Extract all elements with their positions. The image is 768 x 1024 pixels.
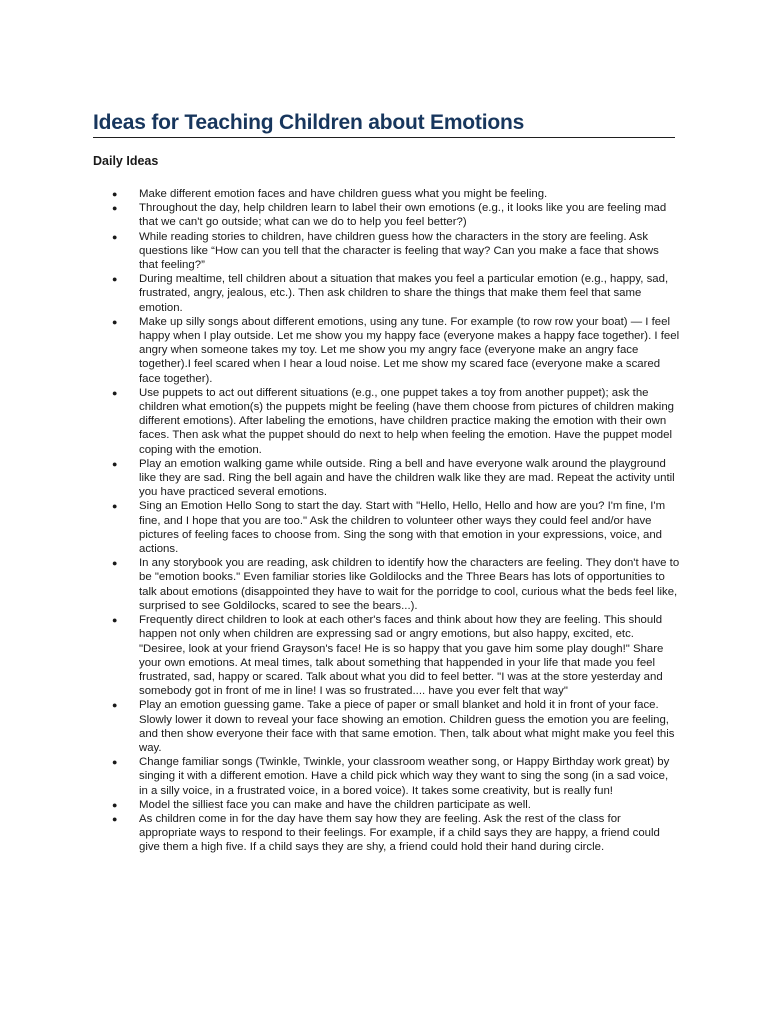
- list-item-text: In any storybook you are reading, ask children to identify how the characters are feeling. They don't have to be "emotion books." Even familiar stories like Goldilocks and the Three Bears has lots of opportunities to talk about emotions (disappointed they have to wait for the porridge to cool, curious what the beds feel like, surprised to see Goldilocks, scared to see the bears...).: [139, 557, 680, 612]
- list-item: [112, 230, 680, 273]
- list-item: [112, 272, 680, 315]
- list-item: [112, 499, 680, 556]
- list-item: [112, 755, 680, 798]
- page-title: Ideas for Teaching Children about Emotions: [93, 111, 675, 138]
- section-heading: Daily Ideas: [93, 154, 159, 168]
- list-item: [112, 187, 680, 201]
- list-item: [112, 812, 680, 855]
- list-item-text: Change familiar songs (Twinkle, Twinkle, your classroom weather song, or Happy Birthday work great) by singing it with a different emotion. Have a child pick which way they want to sing the song (in a sad voice, in a silly voice, in a frustrated voice, in a bored voice). It takes some creativity, but is really fun!: [139, 756, 670, 797]
- bullet-icon: ●: [112, 757, 118, 768]
- list-item: [112, 457, 680, 500]
- bullet-icon: ●: [112, 501, 118, 512]
- list-item-text: While reading stories to children, have children guess how the characters in the story are feeling. Ask questions like “How can you tell that the character is feeling that way? Can you make a face that shows that feeling?”: [139, 230, 659, 272]
- list-item: [112, 798, 680, 812]
- bullet-icon: ●: [112, 558, 118, 569]
- list-item-text: Make up silly songs about different emotions, using any tune. For example (to row row your boat) — I feel happy when I play outside. Let me show you my happy face (everyone makes a happy face together). I feel angry when someone takes my toy. Let me show you my angry face (everyone make an angry face together).I feel scared when I hear a loud noise. Let me show my scared face (everyone make a scared face together).: [139, 315, 680, 385]
- list-item-text: Model the silliest face you can make and have the children participate as well.: [139, 798, 531, 811]
- list-item-text: Frequently direct children to look at each other's faces and think about how they are feeling. This should happen not only when children are expressing sad or angry emotions, but also happy, excited, etc. "Desiree, look at your friend Grayson's face! He is so happy that you gave him some play dough!" Share your own emotions. At meal times, talk about something that happended in your life that made you feel frustrated, sad, happy or scared. Talk about what you did to feel better. "I was at the store yesterday and somebody got in front of me in line! I was so frustrated.... have you ever felt that way": [139, 614, 664, 698]
- list-item: [112, 201, 680, 229]
- bullet-icon: ●: [112, 458, 118, 469]
- list-item: [112, 556, 680, 613]
- bullet-icon: ●: [112, 316, 118, 327]
- bullet-icon: ●: [112, 813, 118, 824]
- bullet-icon: ●: [112, 203, 118, 214]
- list-item-text: Make different emotion faces and have children guess what you might be feeling.: [139, 188, 548, 200]
- bullet-icon: ●: [112, 799, 118, 810]
- list-item: [112, 613, 680, 698]
- ideas-list: [112, 187, 680, 855]
- list-item-text: Sing an Emotion Hello Song to start the day. Start with "Hello, Hello, Hello and how are you? I'm fine, I'm fine, and I hope that you are too." Ask the children to volunteer other ways they could feel and/or have pictures of feeling faces to choose from. Sing the song with that emotion in your expressions, voice, and actions.: [139, 500, 666, 556]
- list-item: [112, 698, 680, 755]
- bullet-icon: ●: [112, 387, 118, 398]
- list-item: [112, 315, 680, 386]
- bullet-icon: ●: [112, 615, 118, 626]
- list-item-text: Play an emotion guessing game. Take a piece of paper or small blanket and hold it in front of your face. Slowly lower it down to reveal your face showing an emotion. Children guess the emotion you are feeling, and then show everyone their face with that same emotion. Then, talk about what might make you feel this way.: [139, 699, 675, 754]
- list-item: [112, 386, 680, 457]
- list-item-text: As children come in for the day have them say how they are feeling. Ask the rest of the class for appropriate ways to respond to their feelings. For example, if a child says they are happy, a friend could give them a high five. If a child says they are shy, a friend could hold their hand during circle.: [139, 812, 660, 854]
- bullet-icon: ●: [112, 700, 118, 711]
- bullet-icon: ●: [112, 274, 118, 285]
- list-item-text: Use puppets to act out different situations (e.g., one puppet takes a toy from another puppet); ask the children what emotion(s) the puppets might be feeling (have them choose from pictures of children making different emotions). After labeling the emotions, have children practice making the emotion with their own faces. Then ask what the puppet should do next to help when feeling the emotion. Have the puppet model coping with the emotion.: [139, 386, 675, 456]
- list-item-text: Play an emotion walking game while outside. Ring a bell and have everyone walk around the playground like they are sad. Ring the bell again and have the children walk like they are mad. Repeat the activity until you have practiced several emotions.: [139, 457, 675, 499]
- bullet-icon: ●: [112, 231, 118, 242]
- list-item-text: During mealtime, tell children about a situation that makes you feel a particular emotion (e.g., happy, sad, frustrated, angry, jealous, etc.). Then ask children to share the things that make them feel that same emotion.: [139, 273, 669, 314]
- bullet-icon: ●: [112, 189, 118, 199]
- list-item-text: Throughout the day, help children learn to label their own emotions (e.g., it looks like you are feeling mad that we can't go outside; what can we do to help you feel better?): [139, 202, 667, 229]
